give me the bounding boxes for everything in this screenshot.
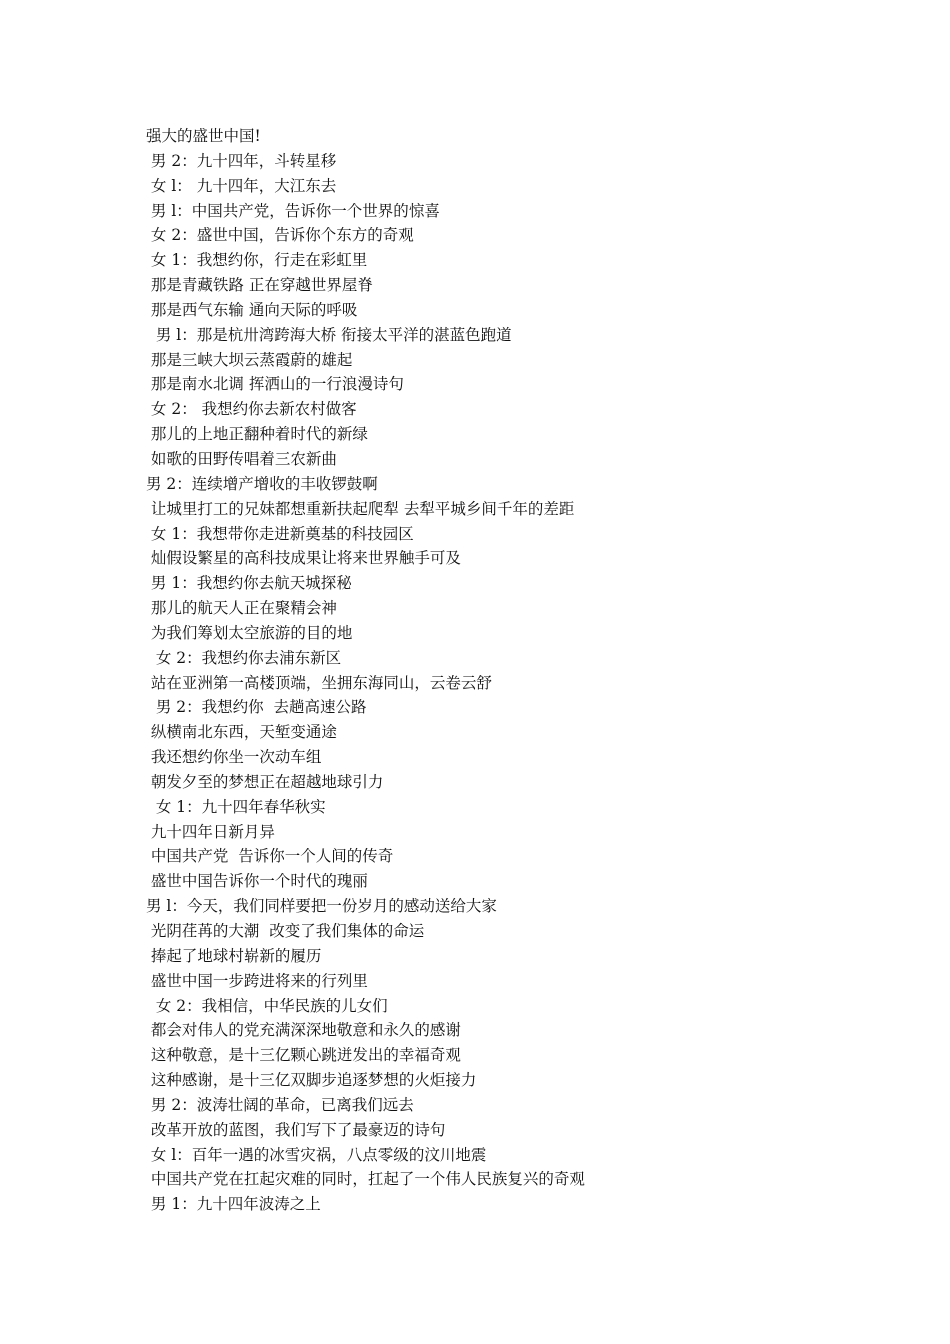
text-line: 女 2：盛世中国，告诉你个东方的奇观 [146,226,414,245]
text-line: 这种敬意，是十三亿颗心跳迸发出的幸福奇观 [146,1046,461,1065]
text-line: 男 1：我想约你去航天城探秘 [146,574,352,593]
text-line: 这种感谢，是十三亿双脚步追逐梦想的火炬接力 [146,1071,477,1090]
text-line: 为我们筹划太空旅游的目的地 [146,623,353,642]
text-line: 男 l：那是杭卅湾跨海大桥 衔接太平洋的湛蓝色跑道 [146,325,512,344]
text-line: 女 l：百年一遇的冰雪灾祸，八点零级的汶川地震 [146,1145,487,1164]
text-line: 中国共产党 告诉你一个人间的传奇 [146,847,394,866]
text-line: 女 1：我想带你走进新奠基的科技园区 [146,524,414,543]
text-line: 那儿的航天人正在聚精会神 [146,599,337,618]
text-line: 女 2：我想约你去浦东新区 [146,648,342,667]
text-line: 纵横南北东西，天堑变通途 [146,723,337,742]
text-line: 改革开放的蓝图，我们写下了最豪迈的诗句 [146,1120,446,1139]
text-line: 盛世中国告诉你一个时代的瑰丽 [146,872,368,891]
text-line: 朝发夕至的梦想正在超越地球引力 [146,772,384,791]
text-line: 男 1：九十四年波涛之上 [146,1195,321,1214]
text-line: 盛世中国一步跨进将来的行列里 [146,971,368,990]
text-line: 男 2：连续增产增收的丰收锣鼓啊 [146,474,378,493]
text-line: 让城里打工的兄妹都想重新扶起爬犁 去犁平城乡间千年的差距 [146,499,575,518]
text-line: 我还想约你坐一次动车组 [146,748,322,767]
text-line: 光阴荏苒的大潮 改变了我们集体的命运 [146,922,425,940]
text-line: 女 1：九十四年春华秋实 [146,797,326,816]
document-body [146,124,846,1217]
text-line: 那是青藏铁路 正在穿越世界屋脊 [146,276,373,295]
text-line: 中国共产党在扛起灾难的同时，扛起了一个伟人民族复兴的奇观 [146,1170,585,1189]
text-line: 男 2：我想约你 去趟高速公路 [146,698,367,717]
text-line: 女 1：我想约你，行走在彩虹里 [146,251,368,270]
text-line: 那儿的上地正翻种着时代的新绿 [146,425,368,444]
text-line: 站在亚洲第一高楼顶端，坐拥东海同山，云卷云舒 [146,673,492,692]
text-line: 男 l：中国共产党，告诉你一个世界的惊喜 [146,201,440,220]
text-line: 捧起了地球村崭新的履历 [146,946,322,965]
text-line: 都会对伟人的党充满深深地敬意和永久的感谢 [146,1021,461,1040]
text-line: 那是西气东输 通向天际的呼吸 [146,300,358,319]
text-line: 那是南水北调 挥洒山的一行浪漫诗句 [146,375,404,394]
text-line: 那是三峡大坝云蒸霞蔚的雄起 [146,350,353,369]
text-line: 九十四年日新月异 [146,822,275,841]
text-line: 女 l： 九十四年，大江东去 [146,176,337,195]
text-line: 男 2：波涛壮阔的革命，已离我们远去 [146,1095,414,1114]
text-line: 男 2：九十四年，斗转星移 [146,151,337,170]
text-line: 女 2： 我想约你去新农村做客 [146,400,357,419]
text-line: 男 l：今天，我们同样要把一份岁月的感动送给大家 [146,897,497,916]
text-line: 灿假设繁星的高科技成果让将来世界触手可及 [146,549,461,568]
text-line: 女 2：我相信，中华民族的儿女们 [146,996,388,1015]
text-line: 如歌的田野传唱着三农新曲 [146,449,337,468]
text-line: 强大的盛世中国! [146,127,261,145]
